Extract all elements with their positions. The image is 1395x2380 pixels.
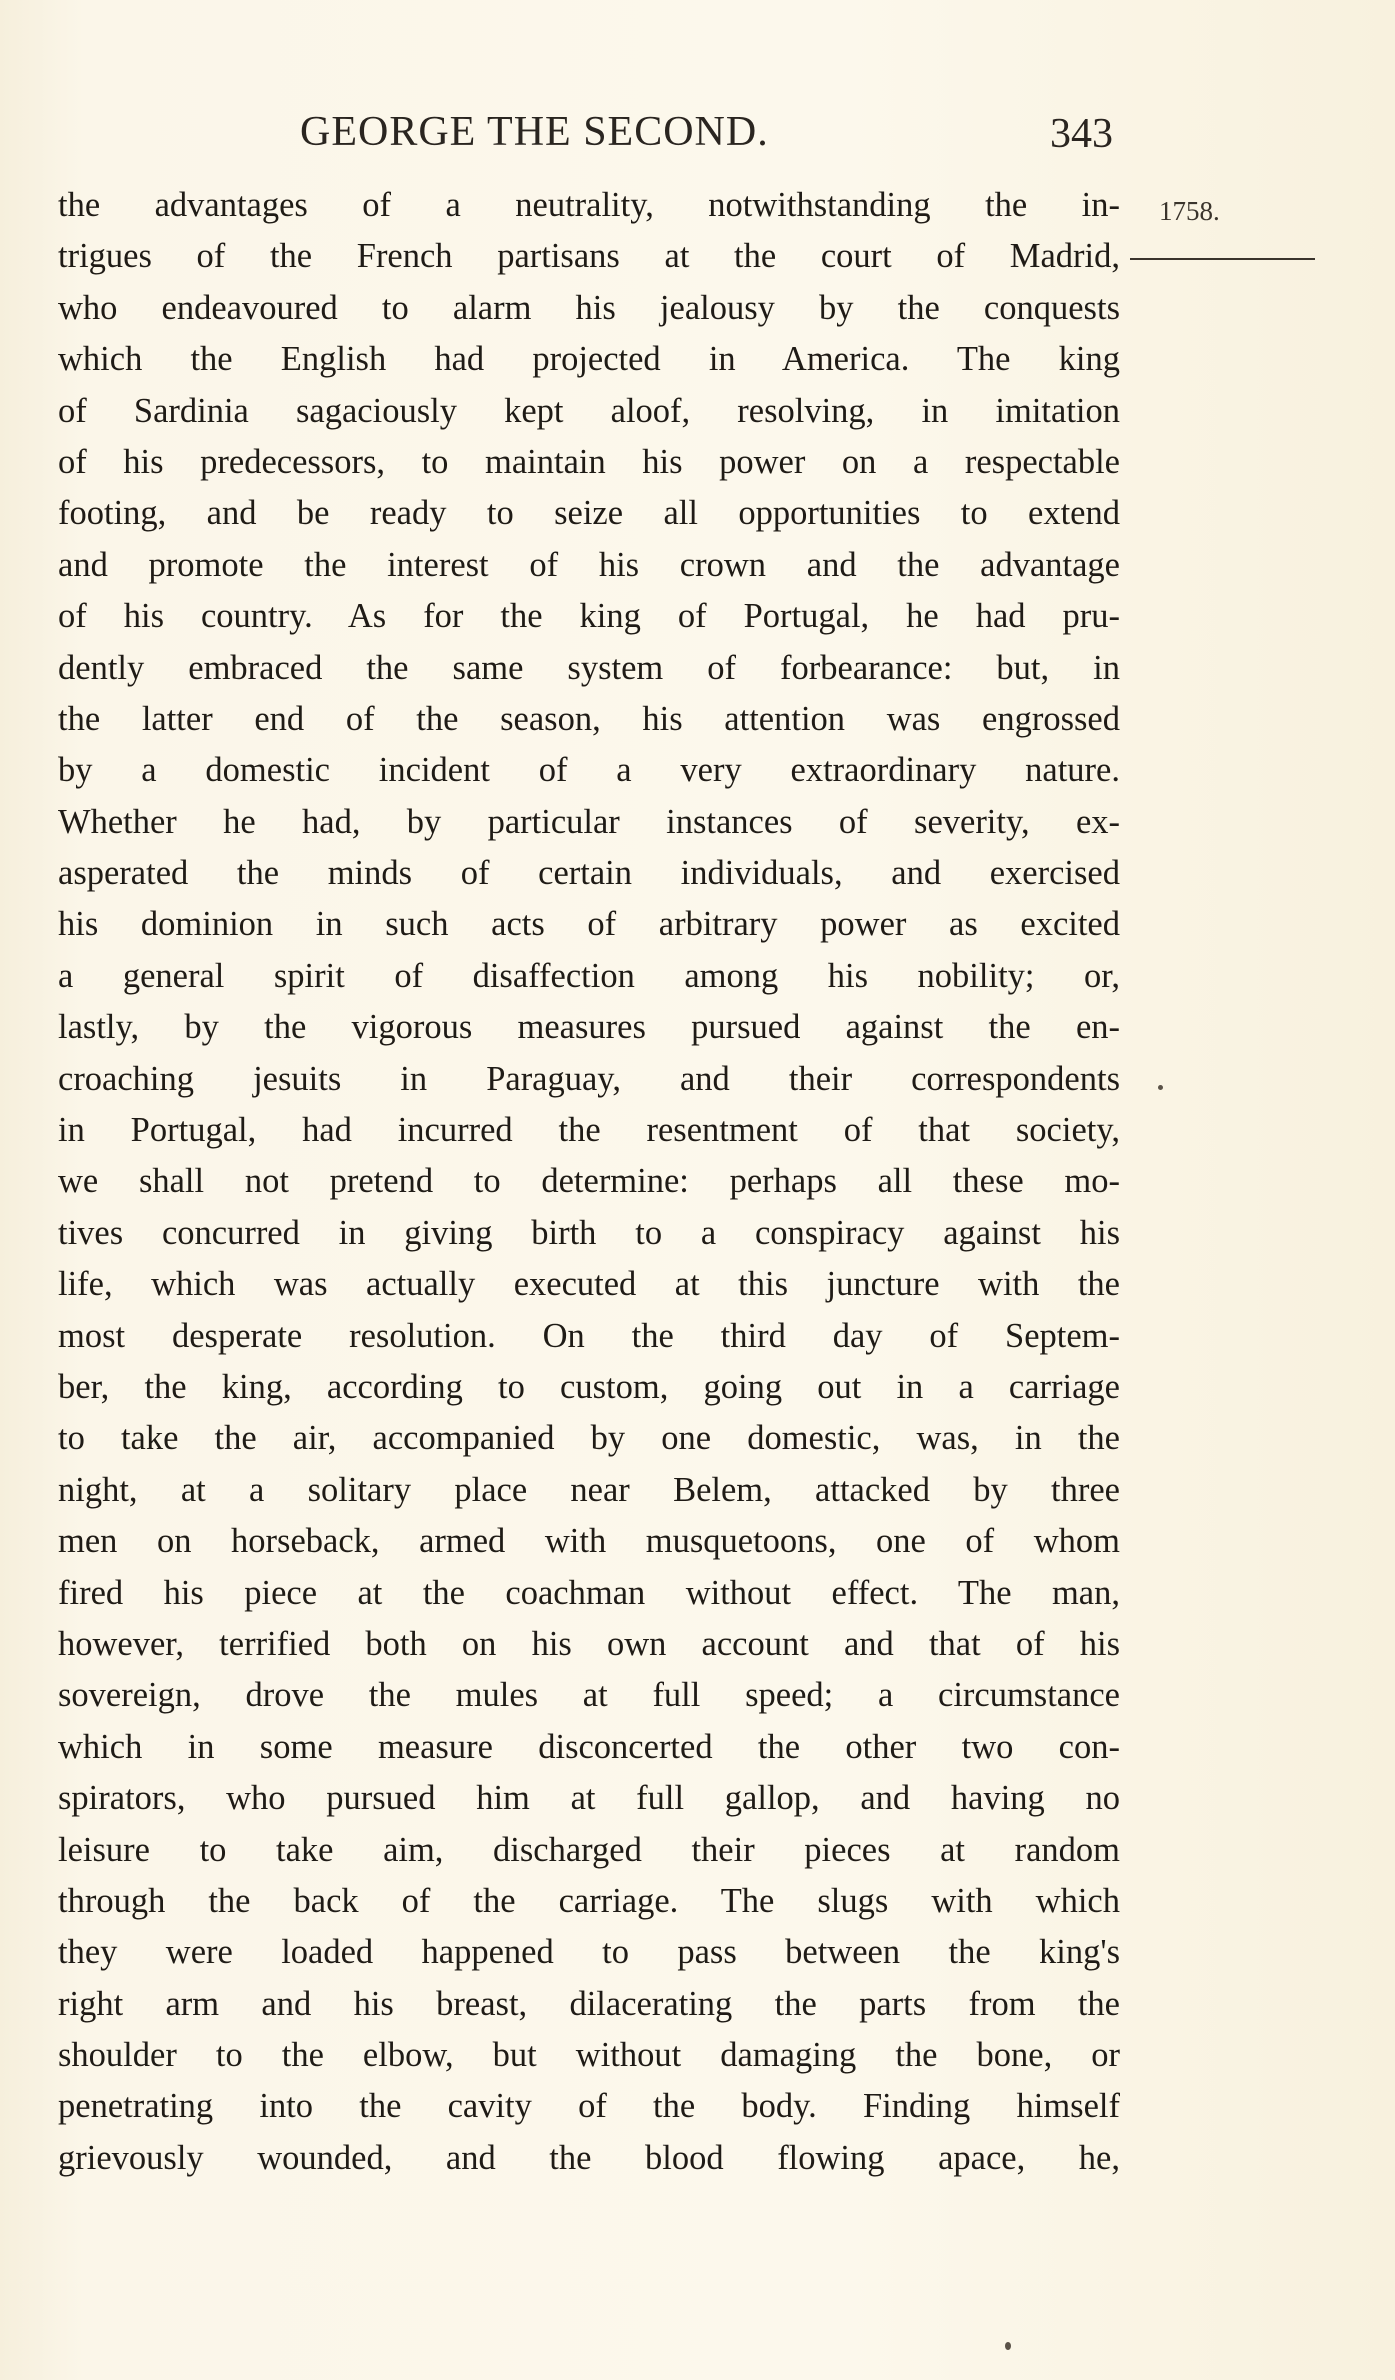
margin-rule (1130, 258, 1315, 260)
text-line: sovereign, drove the mules at full speed; a circumstance (58, 1676, 1120, 1715)
text-line: shoulder to the elbow, but without damaging the bone, or (58, 2036, 1120, 2075)
text-line: right arm and his breast, dilacerating the parts from the (58, 1984, 1120, 2023)
text-line: trigues of the French partisans at the court of Madrid, (58, 237, 1120, 276)
text-line: and promote the interest of his crown and the advantage (58, 545, 1120, 584)
text-line: in Portugal, had incurred the resentment of that society, (58, 1111, 1120, 1150)
text-line: fired his piece at the coachman without effect. The man, (58, 1573, 1120, 1612)
paper-speck (1158, 1085, 1163, 1090)
text-line: we shall not pretend to determine: perhaps all these mo- (58, 1162, 1120, 1201)
text-line: leisure to take aim, discharged their pieces at random (58, 1830, 1120, 1869)
page-number: 343 (1050, 111, 1113, 157)
text-line: footing, and be ready to seize all opportunities to extend (58, 494, 1120, 533)
paper-speck (1005, 2342, 1011, 2350)
text-line: most desperate resolution. On the third day of Septem- (58, 1316, 1120, 1355)
text-line: grievously wounded, and the blood flowing apace, he, (58, 2138, 1120, 2177)
text-line: men on horseback, armed with musquetoons, one of whom (58, 1522, 1120, 1561)
text-line: the latter end of the season, his attention was engrossed (58, 699, 1120, 738)
text-line: dently embraced the same system of forbearance: but, in (58, 648, 1120, 687)
text-line: ber, the king, according to custom, going out in a carriage (58, 1367, 1120, 1406)
running-head-title: GEORGE THE SECOND. (300, 109, 769, 155)
text-line: lastly, by the vigorous measures pursued against the en- (58, 1008, 1120, 1047)
text-line: of his predecessors, to maintain his power on a respectable (58, 442, 1120, 481)
text-line: who endeavoured to alarm his jealousy by the conquests (58, 288, 1120, 327)
text-line: by a domestic incident of a very extraordinary nature. (58, 751, 1120, 790)
text-line: which in some measure disconcerted the other two con- (58, 1727, 1120, 1766)
text-line: to take the air, accompanied by one domestic, was, in the (58, 1419, 1120, 1458)
text-line: which the English had projected in America. The king (58, 340, 1120, 379)
text-line: the advantages of a neutrality, notwithstanding the in- (58, 186, 1120, 224)
text-line: asperated the minds of certain individuals, and exercised (58, 854, 1120, 893)
text-line: life, which was actually executed at this juncture with the (58, 1265, 1120, 1304)
text-line: night, at a solitary place near Belem, attacked by three (58, 1470, 1120, 1509)
text-line: his dominion in such acts of arbitrary power as excited (58, 905, 1120, 944)
text-line: Whether he had, by particular instances of severity, ex- (58, 802, 1120, 841)
text-line: through the back of the carriage. The slugs with which (58, 1881, 1120, 1920)
text-line: they were loaded happened to pass between the king's (58, 1933, 1120, 1972)
text-line: of his country. As for the king of Portugal, he had pru- (58, 597, 1120, 636)
text-line: a general spirit of disaffection among his nobility; or, (58, 956, 1120, 995)
text-line: croaching jesuits in Paraguay, and their correspondents (58, 1059, 1120, 1098)
text-line: tives concurred in giving birth to a conspiracy against his (58, 1213, 1120, 1252)
text-line: however, terrified both on his own account and that of his (58, 1624, 1120, 1663)
body-text (58, 180, 1120, 2184)
text-line: spirators, who pursued him at full gallop, and having no (58, 1779, 1120, 1818)
margin-year-note: 1758. (1159, 196, 1220, 226)
text-line: penetrating into the cavity of the body. Finding himself (58, 2087, 1120, 2126)
text-line: of Sardinia sagaciously kept aloof, resolving, in imitation (58, 391, 1120, 430)
